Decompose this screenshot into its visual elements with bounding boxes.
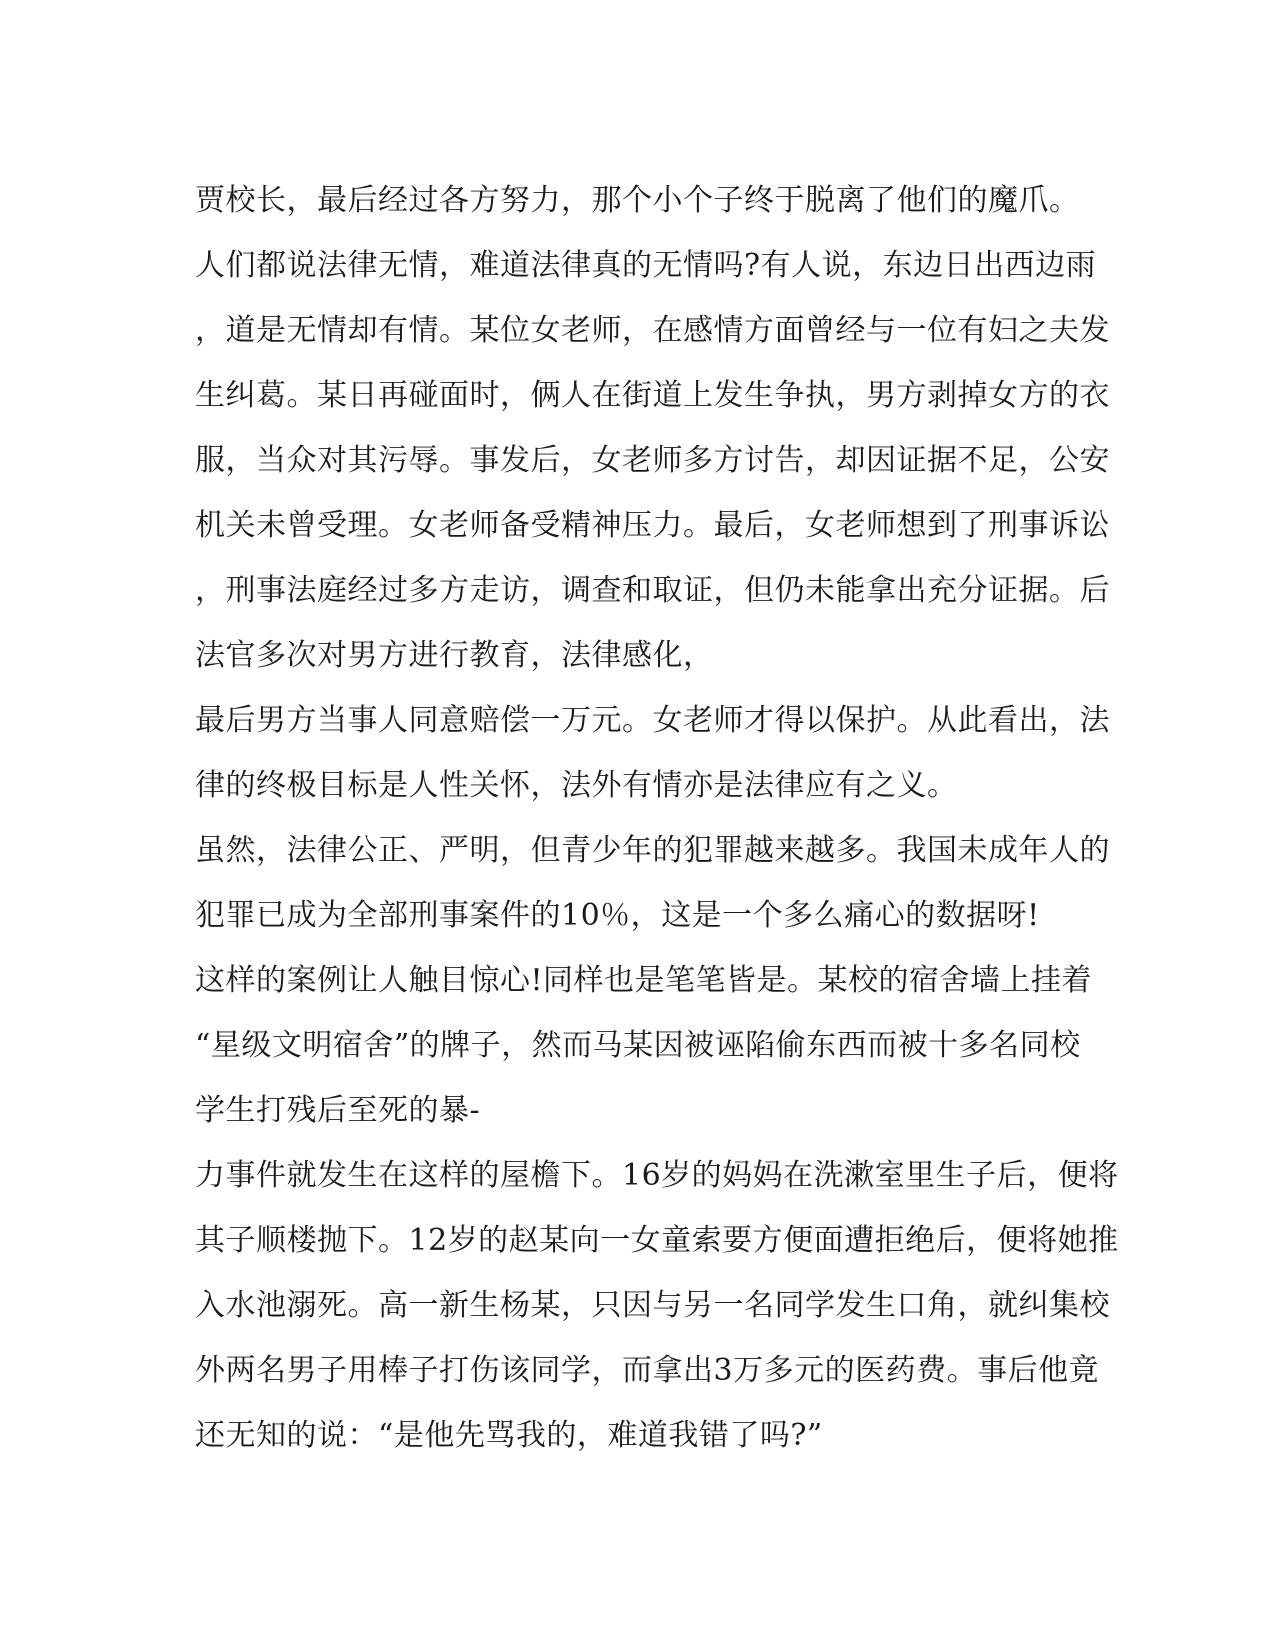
text-line: 其子顺楼抛下。12岁的赵某向一女童索要方便面遭拒绝后，便将她推	[195, 1223, 1119, 1258]
text-line: 学生打残后至死的暴-	[195, 1093, 481, 1128]
text-line: 最后男方当事人同意赔偿一万元。女老师才得以保护。从此看出，法	[195, 703, 1110, 738]
text-line: 入水池溺死。高一新生杨某，只因与另一名同学发生口角，就纠集校	[195, 1288, 1110, 1323]
text-line: 贾校长，最后经过各方努力，那个小个子终于脱离了他们的魔爪。	[195, 183, 1080, 218]
document-body	[195, 168, 1119, 1468]
text-line: 这样的案例让人触目惊心!同样也是笔笔皆是。某校的宿舍墙上挂着	[195, 963, 1093, 998]
text-line: ，刑事法庭经过多方走访，调查和取证，但仍未能拿出充分证据。后	[195, 573, 1110, 608]
text-line: 外两名男子用棒子打伤该同学，而拿出3万多元的医药费。事后他竟	[195, 1353, 1100, 1388]
text-line: 还无知的说：“是他先骂我的，难道我错了吗?”	[195, 1418, 823, 1453]
text-line: 人们都说法律无情，难道法律真的无情吗?有人说，东边日出西边雨	[195, 248, 1097, 283]
text-line: 虽然，法律公正、严明，但青少年的犯罪越来越多。我国未成年人的	[195, 833, 1110, 868]
text-line: 生纠葛。某日再碰面时，俩人在街道上发生争执，男方剥掉女方的衣	[195, 378, 1110, 413]
text-line: 机关未曾受理。女老师备受精神压力。最后，女老师想到了刑事诉讼	[195, 508, 1110, 543]
text-line: 律的终极目标是人性关怀，法外有情亦是法律应有之义。	[195, 768, 958, 803]
text-line: 犯罪已成为全部刑事案件的10％，这是一个多么痛心的数据呀!	[195, 898, 1040, 933]
text-line: 法官多次对男方进行教育，法律感化，	[195, 638, 714, 673]
text-line: 服，当众对其污辱。事发后，女老师多方讨告，却因证据不足，公安	[195, 443, 1110, 478]
text-line: “星级文明宿舍”的牌子，然而马某因被诬陷偷东西而被十多名同校	[195, 1028, 1081, 1063]
text-line: 力事件就发生在这样的屋檐下。16岁的妈妈在洗漱室里生子后，便将	[195, 1158, 1119, 1193]
text-line: ，道是无情却有情。某位女老师，在感情方面曾经与一位有妇之夫发	[195, 313, 1110, 348]
